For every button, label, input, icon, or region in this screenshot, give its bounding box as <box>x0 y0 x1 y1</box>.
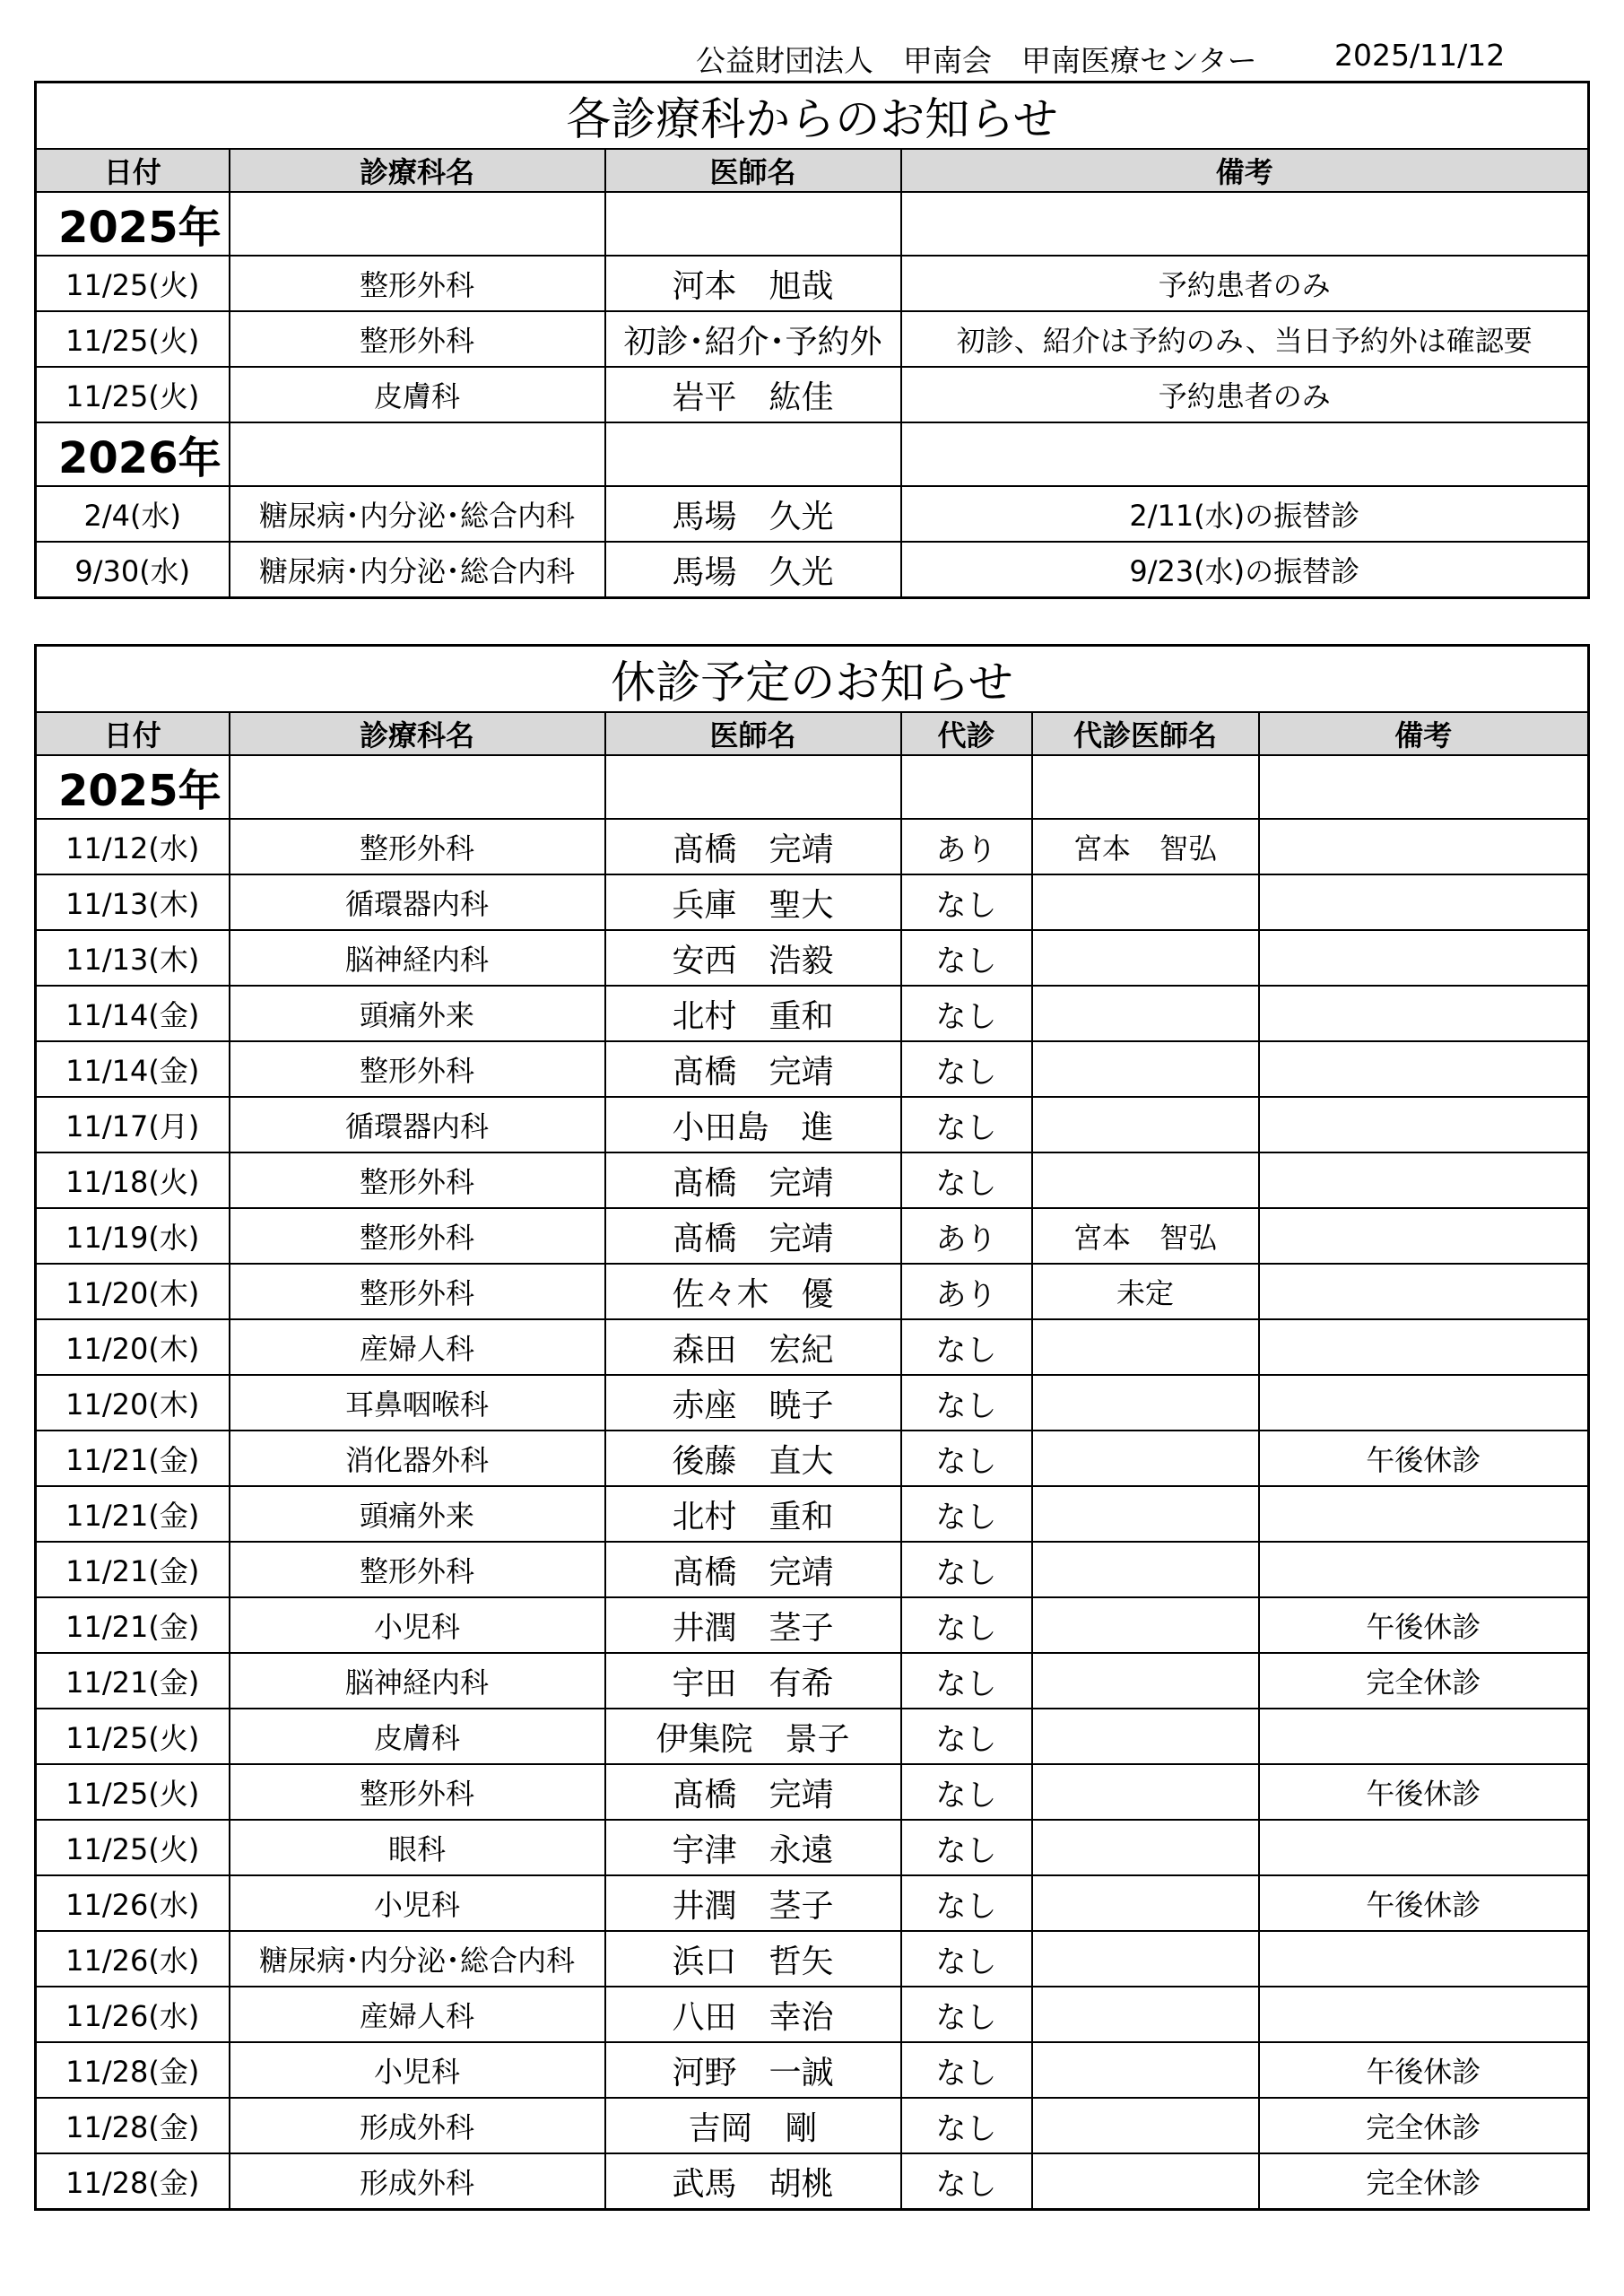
substitute-doctor-cell <box>1032 2042 1259 2098</box>
note-cell: 午後休診 <box>1259 1764 1589 1820</box>
note-cell <box>1259 1319 1589 1375</box>
note-cell: 完全休診 <box>1259 2153 1589 2210</box>
doctor-cell: 佐々木 優 <box>605 1264 901 1319</box>
date-cell: 11/25(火) <box>36 311 230 367</box>
doctor-cell: 馬場 久光 <box>605 542 901 598</box>
table-row <box>36 819 1589 874</box>
dept-cell: 頭痛外来 <box>230 1486 605 1542</box>
note-cell: 午後休診 <box>1259 2042 1589 2098</box>
dept-cell: 消化器外科 <box>230 1431 605 1486</box>
note-cell: 完全休診 <box>1259 1653 1589 1709</box>
note-cell: 初診、紹介は予約のみ、当日予約外は確認要 <box>901 311 1589 367</box>
note-cell: 9/23(水)の振替診 <box>901 542 1589 598</box>
date-cell: 11/14(金) <box>36 1041 230 1097</box>
substitute-doctor-cell <box>1032 874 1259 930</box>
empty-cell <box>605 755 901 819</box>
doctor-cell: 兵庫 聖大 <box>605 874 901 930</box>
date-cell: 2/4(水) <box>36 486 230 542</box>
substitute-doctor-cell <box>1032 1820 1259 1875</box>
date-cell: 11/25(火) <box>36 256 230 311</box>
doctor-cell: 河本 旭哉 <box>605 256 901 311</box>
empty-cell <box>901 755 1032 819</box>
note-cell <box>1259 1097 1589 1152</box>
substitute-cell: なし <box>901 1987 1032 2042</box>
doctor-cell: 北村 重和 <box>605 1486 901 1542</box>
substitute-doctor-cell <box>1032 1431 1259 1486</box>
substitute-cell: なし <box>901 1931 1032 1987</box>
substitute-cell: なし <box>901 2042 1032 2098</box>
year-row <box>36 192 1589 256</box>
dept-cell: 皮膚科 <box>230 1709 605 1764</box>
date-cell: 11/18(火) <box>36 1152 230 1208</box>
date-cell: 11/26(水) <box>36 1931 230 1987</box>
note-cell <box>1259 1486 1589 1542</box>
table-row <box>36 986 1589 1041</box>
dept-cell: 糖尿病･内分泌･総合内科 <box>230 542 605 598</box>
table-row <box>36 2153 1589 2210</box>
col-doctor: 医師名 <box>605 712 901 755</box>
date-cell: 11/28(金) <box>36 2042 230 2098</box>
table-row <box>36 1208 1589 1264</box>
table-row <box>36 1820 1589 1875</box>
dept-cell: 循環器内科 <box>230 1097 605 1152</box>
date-cell: 11/28(金) <box>36 2153 230 2210</box>
notices-title: 各診療科からのお知らせ <box>36 83 1589 150</box>
doctor-cell: 吉岡 剛 <box>605 2098 901 2153</box>
doctor-cell: 宇津 永遠 <box>605 1820 901 1875</box>
substitute-cell: あり <box>901 1264 1032 1319</box>
doctor-cell: 初診･紹介･予約外 <box>605 311 901 367</box>
substitute-cell: なし <box>901 1486 1032 1542</box>
substitute-doctor-cell <box>1032 1597 1259 1653</box>
substitute-cell: なし <box>901 1764 1032 1820</box>
empty-cell <box>230 755 605 819</box>
table-row <box>36 1097 1589 1152</box>
dept-cell: 産婦人科 <box>230 1987 605 2042</box>
substitute-doctor-cell <box>1032 1931 1259 1987</box>
dept-cell: 小児科 <box>230 2042 605 2098</box>
note-cell <box>1259 874 1589 930</box>
table-row <box>36 542 1589 598</box>
col-note: 備考 <box>1259 712 1589 755</box>
substitute-doctor-cell <box>1032 1709 1259 1764</box>
doctor-cell: 岩平 紘佳 <box>605 367 901 422</box>
substitute-cell: なし <box>901 1820 1032 1875</box>
dept-cell: 小児科 <box>230 1597 605 1653</box>
substitute-cell: なし <box>901 1041 1032 1097</box>
table-row <box>36 874 1589 930</box>
dept-cell: 小児科 <box>230 1875 605 1931</box>
date-cell: 11/25(火) <box>36 1764 230 1820</box>
substitute-cell: あり <box>901 1208 1032 1264</box>
table-row <box>36 1041 1589 1097</box>
doctor-cell: 髙橋 完靖 <box>605 1152 901 1208</box>
substitute-doctor-cell: 宮本 智弘 <box>1032 819 1259 874</box>
col-substitute: 代診 <box>901 712 1032 755</box>
substitute-cell: なし <box>901 1319 1032 1375</box>
date-cell: 11/21(金) <box>36 1542 230 1597</box>
table-row <box>36 1375 1589 1431</box>
dept-cell: 整形外科 <box>230 1208 605 1264</box>
dept-cell: 糖尿病･内分泌･総合内科 <box>230 1931 605 1987</box>
doctor-cell: 安西 浩毅 <box>605 930 901 986</box>
note-cell <box>1259 930 1589 986</box>
date-cell: 11/12(水) <box>36 819 230 874</box>
doctor-cell: 髙橋 完靖 <box>605 1764 901 1820</box>
substitute-cell: なし <box>901 1875 1032 1931</box>
substitute-doctor-cell <box>1032 1653 1259 1709</box>
doctor-cell: 髙橋 完靖 <box>605 1041 901 1097</box>
dept-cell: 耳鼻咽喉科 <box>230 1375 605 1431</box>
note-cell <box>1259 1820 1589 1875</box>
closures-table <box>34 644 1590 2211</box>
substitute-doctor-cell <box>1032 1375 1259 1431</box>
table-row <box>36 256 1589 311</box>
date-cell: 11/21(金) <box>36 1431 230 1486</box>
doctor-cell: 河野 一誠 <box>605 2042 901 2098</box>
note-cell <box>1259 1542 1589 1597</box>
table-row <box>36 1653 1589 1709</box>
note-cell <box>1259 1264 1589 1319</box>
note-cell: 2/11(水)の振替診 <box>901 486 1589 542</box>
substitute-doctor-cell <box>1032 1041 1259 1097</box>
note-cell <box>1259 1208 1589 1264</box>
dept-cell: 形成外科 <box>230 2153 605 2210</box>
table-row <box>36 1319 1589 1375</box>
substitute-doctor-cell <box>1032 1319 1259 1375</box>
note-cell <box>1259 1152 1589 1208</box>
doctor-cell: 伊集院 景子 <box>605 1709 901 1764</box>
table-row <box>36 1709 1589 1764</box>
dept-cell: 循環器内科 <box>230 874 605 930</box>
substitute-doctor-cell <box>1032 986 1259 1041</box>
note-cell: 予約患者のみ <box>901 256 1589 311</box>
date-cell: 11/17(月) <box>36 1097 230 1152</box>
date-cell: 11/25(火) <box>36 1709 230 1764</box>
doctor-cell: 髙橋 完靖 <box>605 819 901 874</box>
issue-date: 2025/11/12 <box>1334 38 1506 73</box>
table-row <box>36 1542 1589 1597</box>
note-cell: 午後休診 <box>1259 1875 1589 1931</box>
doctor-cell: 髙橋 完靖 <box>605 1542 901 1597</box>
doctor-cell: 赤座 暁子 <box>605 1375 901 1431</box>
date-cell: 9/30(水) <box>36 542 230 598</box>
date-cell: 11/19(水) <box>36 1208 230 1264</box>
note-cell <box>1259 1041 1589 1097</box>
dept-cell: 頭痛外来 <box>230 986 605 1041</box>
col-note: 備考 <box>901 149 1589 192</box>
substitute-doctor-cell <box>1032 1987 1259 2042</box>
note-cell: 予約患者のみ <box>901 367 1589 422</box>
note-cell: 完全休診 <box>1259 2098 1589 2153</box>
year-label: 2026年 <box>36 422 230 486</box>
dept-cell: 産婦人科 <box>230 1319 605 1375</box>
substitute-doctor-cell <box>1032 1542 1259 1597</box>
substitute-doctor-cell <box>1032 930 1259 986</box>
date-cell: 11/25(火) <box>36 1820 230 1875</box>
date-cell: 11/20(木) <box>36 1375 230 1431</box>
table-row <box>36 1597 1589 1653</box>
table-row <box>36 930 1589 986</box>
substitute-cell: なし <box>901 1375 1032 1431</box>
organization-name: 公益財団法人 甲南会 甲南医療センター <box>696 43 1257 78</box>
substitute-doctor-cell: 宮本 智弘 <box>1032 1208 1259 1264</box>
date-cell: 11/20(木) <box>36 1319 230 1375</box>
col-date: 日付 <box>36 149 230 192</box>
table-row <box>36 1987 1589 2042</box>
dept-cell: 皮膚科 <box>230 367 605 422</box>
page-header <box>0 34 1624 79</box>
dept-cell: 整形外科 <box>230 1152 605 1208</box>
substitute-doctor-cell <box>1032 2098 1259 2153</box>
substitute-doctor-cell <box>1032 1486 1259 1542</box>
table-row <box>36 1931 1589 1987</box>
substitute-doctor-cell <box>1032 1764 1259 1820</box>
dept-cell: 整形外科 <box>230 311 605 367</box>
note-cell: 午後休診 <box>1259 1431 1589 1486</box>
dept-cell: 整形外科 <box>230 1764 605 1820</box>
closures-title: 休診予定のお知らせ <box>36 646 1589 713</box>
dept-cell: 眼科 <box>230 1820 605 1875</box>
col-dept: 診療科名 <box>230 712 605 755</box>
year-row <box>36 422 1589 486</box>
note-cell <box>1259 819 1589 874</box>
dept-cell: 形成外科 <box>230 2098 605 2153</box>
dept-cell: 脳神経内科 <box>230 930 605 986</box>
date-cell: 11/13(木) <box>36 874 230 930</box>
dept-cell: 整形外科 <box>230 1041 605 1097</box>
note-cell <box>1259 1931 1589 1987</box>
dept-cell: 整形外科 <box>230 1542 605 1597</box>
col-dept: 診療科名 <box>230 149 605 192</box>
doctor-cell: 森田 宏紀 <box>605 1319 901 1375</box>
substitute-cell: なし <box>901 1653 1032 1709</box>
note-cell <box>1259 1709 1589 1764</box>
table-row <box>36 1431 1589 1486</box>
dept-cell: 整形外科 <box>230 256 605 311</box>
dept-cell: 整形外科 <box>230 819 605 874</box>
doctor-cell: 宇田 有希 <box>605 1653 901 1709</box>
substitute-doctor-cell <box>1032 2153 1259 2210</box>
col-substitute-doctor: 代診医師名 <box>1032 712 1259 755</box>
doctor-cell: 井潤 茎子 <box>605 1875 901 1931</box>
date-cell: 11/14(金) <box>36 986 230 1041</box>
substitute-cell: なし <box>901 930 1032 986</box>
dept-cell: 整形外科 <box>230 1264 605 1319</box>
substitute-cell: あり <box>901 819 1032 874</box>
date-cell: 11/13(木) <box>36 930 230 986</box>
substitute-doctor-cell <box>1032 1097 1259 1152</box>
substitute-cell: なし <box>901 986 1032 1041</box>
empty-cell <box>230 192 605 256</box>
doctor-cell: 後藤 直大 <box>605 1431 901 1486</box>
year-row <box>36 755 1589 819</box>
date-cell: 11/28(金) <box>36 2098 230 2153</box>
date-cell: 11/26(水) <box>36 1987 230 2042</box>
dept-cell: 糖尿病･内分泌･総合内科 <box>230 486 605 542</box>
substitute-cell: なし <box>901 1152 1032 1208</box>
doctor-cell: 髙橋 完靖 <box>605 1208 901 1264</box>
note-cell <box>1259 1375 1589 1431</box>
table-row <box>36 367 1589 422</box>
date-cell: 11/26(水) <box>36 1875 230 1931</box>
substitute-cell: なし <box>901 1542 1032 1597</box>
note-cell <box>1259 1987 1589 2042</box>
substitute-cell: なし <box>901 1709 1032 1764</box>
note-cell: 午後休診 <box>1259 1597 1589 1653</box>
empty-cell <box>230 422 605 486</box>
substitute-cell: なし <box>901 874 1032 930</box>
table-row <box>36 1875 1589 1931</box>
table-row <box>36 1152 1589 1208</box>
col-date: 日付 <box>36 712 230 755</box>
substitute-doctor-cell <box>1032 1152 1259 1208</box>
substitute-cell: なし <box>901 1431 1032 1486</box>
dept-cell: 脳神経内科 <box>230 1653 605 1709</box>
empty-cell <box>901 422 1589 486</box>
notices-table <box>34 81 1590 599</box>
col-doctor: 医師名 <box>605 149 901 192</box>
empty-cell <box>901 192 1589 256</box>
doctor-cell: 馬場 久光 <box>605 486 901 542</box>
substitute-cell: なし <box>901 1597 1032 1653</box>
doctor-cell: 北村 重和 <box>605 986 901 1041</box>
date-cell: 11/21(金) <box>36 1486 230 1542</box>
substitute-cell: なし <box>901 2098 1032 2153</box>
empty-cell <box>605 422 901 486</box>
table-row <box>36 2042 1589 2098</box>
doctor-cell: 小田島 進 <box>605 1097 901 1152</box>
date-cell: 11/21(金) <box>36 1653 230 1709</box>
date-cell: 11/25(火) <box>36 367 230 422</box>
doctor-cell: 井潤 茎子 <box>605 1597 901 1653</box>
table-row <box>36 2098 1589 2153</box>
date-cell: 11/21(金) <box>36 1597 230 1653</box>
substitute-cell: なし <box>901 2153 1032 2210</box>
empty-cell <box>1259 755 1589 819</box>
doctor-cell: 武馬 胡桃 <box>605 2153 901 2210</box>
substitute-cell: なし <box>901 1097 1032 1152</box>
substitute-doctor-cell: 未定 <box>1032 1264 1259 1319</box>
substitute-doctor-cell <box>1032 1875 1259 1931</box>
table-row <box>36 1764 1589 1820</box>
year-label: 2025年 <box>36 755 230 819</box>
year-label: 2025年 <box>36 192 230 256</box>
table-row <box>36 1486 1589 1542</box>
table-row <box>36 1264 1589 1319</box>
empty-cell <box>1032 755 1259 819</box>
note-cell <box>1259 986 1589 1041</box>
table-row <box>36 311 1589 367</box>
table-row <box>36 486 1589 542</box>
doctor-cell: 浜口 哲矢 <box>605 1931 901 1987</box>
empty-cell <box>605 192 901 256</box>
doctor-cell: 八田 幸治 <box>605 1987 901 2042</box>
date-cell: 11/20(木) <box>36 1264 230 1319</box>
